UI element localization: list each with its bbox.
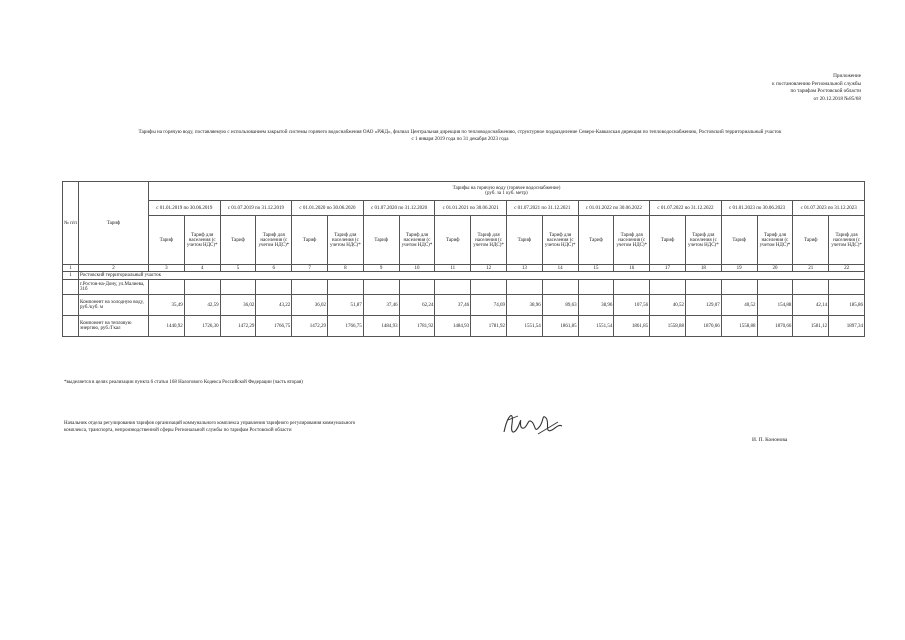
period-header: с 01.07.2020 по 31.12.2020 — [363, 201, 435, 216]
column-number: 16 — [614, 265, 650, 272]
tariff-value: 36,02 — [220, 295, 256, 316]
sub-population-header: Тариф для населения (с учетом НДС)* — [757, 216, 793, 265]
empty-cell — [149, 280, 185, 295]
signature-image — [498, 404, 568, 449]
column-number: 21 — [793, 265, 829, 272]
population-tariff-value: 154,88 — [757, 295, 793, 316]
location-label: г.Ростов-на-Дону, ул.Малиева, 31б — [79, 280, 149, 295]
column-number: 4 — [184, 265, 220, 272]
empty-cell — [63, 295, 79, 316]
tariff-value: 1440,92 — [149, 316, 185, 337]
column-number: 20 — [757, 265, 793, 272]
tariff-value: 36,02 — [292, 295, 328, 316]
period-header: с 01.07.2021 по 31.12.2021 — [506, 201, 578, 216]
sub-tariff-header: Тариф — [578, 216, 614, 265]
appendix-line: Приложение — [833, 73, 861, 79]
empty-cell — [399, 280, 435, 295]
empty-cell — [578, 280, 614, 295]
tariff-value: 35,49 — [149, 295, 185, 316]
sub-tariff-header: Тариф — [435, 216, 471, 265]
tariff-value: 38,96 — [506, 295, 542, 316]
location-row — [63, 280, 865, 295]
population-tariff-value: 1861,85 — [614, 316, 650, 337]
column-number: 17 — [650, 265, 686, 272]
row-label: Компонент на тепловую энергию, руб./Гкал — [79, 316, 149, 337]
population-tariff-value: 89,63 — [542, 295, 578, 316]
empty-cell — [363, 280, 399, 295]
column-number: 5 — [220, 265, 256, 272]
tariff-value: 1558,88 — [721, 316, 757, 337]
empty-cell — [506, 280, 542, 295]
population-tariff-value: 185,86 — [829, 295, 865, 316]
period-header: с 01.01.2019 по 30.06.2019 — [149, 201, 221, 216]
column-number: 10 — [399, 265, 435, 272]
empty-cell — [542, 280, 578, 295]
sub-tariff-header: Тариф — [721, 216, 757, 265]
column-number-row — [63, 265, 865, 272]
column-number: 19 — [721, 265, 757, 272]
population-tariff-value: 1766,75 — [256, 316, 292, 337]
empty-cell — [721, 280, 757, 295]
tariff-value: 40,52 — [721, 295, 757, 316]
sub-population-header: Тариф для населения (с учетом НДС)* — [685, 216, 721, 265]
period-header: с 01.07.2023 по 31.12.2023 — [793, 201, 865, 216]
empty-cell — [793, 280, 829, 295]
population-tariff-value: 1781,92 — [471, 316, 507, 337]
population-tariff-value: 1897,34 — [829, 316, 865, 337]
population-tariff-value: 1781,92 — [399, 316, 435, 337]
tariff-value: 42,14 — [793, 295, 829, 316]
signer-name: И. П. Кононова — [752, 437, 788, 443]
section-label: Ростовский территориальный участок — [79, 272, 865, 280]
empty-cell — [184, 280, 220, 295]
column-number: 13 — [506, 265, 542, 272]
empty-cell — [650, 280, 686, 295]
population-tariff-value: 107,56 — [614, 295, 650, 316]
population-tariff-value: 1870,66 — [685, 316, 721, 337]
sub-population-header: Тариф для населения (с учетом НДС)* — [614, 216, 650, 265]
appendix-block — [772, 73, 861, 103]
tariff-value: 1472,29 — [292, 316, 328, 337]
table-row — [63, 316, 865, 337]
tariff-value: 1484,93 — [435, 316, 471, 337]
population-tariff-value: 1861,85 — [542, 316, 578, 337]
empty-cell — [63, 316, 79, 337]
population-tariff-value: 74,69 — [471, 295, 507, 316]
tariff-value: 38,96 — [578, 295, 614, 316]
period-header: с 01.01.2023 по 30.06.2023 — [721, 201, 793, 216]
column-number: 6 — [256, 265, 292, 272]
appendix-line: от 20.12.2018 №85/68 — [813, 95, 861, 102]
col-number-header: № п/п — [63, 182, 79, 265]
population-tariff-value: 1726,30 — [184, 316, 220, 337]
empty-cell — [614, 280, 650, 295]
empty-cell — [63, 280, 79, 295]
empty-cell — [829, 280, 865, 295]
empty-cell — [435, 280, 471, 295]
empty-cell — [757, 280, 793, 295]
sub-tariff-header: Тариф — [292, 216, 328, 265]
group-header — [149, 182, 865, 201]
population-tariff-value: 42,59 — [184, 295, 220, 316]
column-number: 15 — [578, 265, 614, 272]
tariff-table — [62, 181, 865, 337]
signer-position: Начальник отдела регулирования тарифов организаций коммунального комплекса управления тарифного регулирования коммунального комплекса, транспорта, непроизводственной сферы Региональной службы по тарифам Ростовской области — [64, 421, 356, 434]
column-number: 9 — [363, 265, 399, 272]
sub-population-header: Тариф для населения (с учетом НДС)* — [542, 216, 578, 265]
empty-cell — [685, 280, 721, 295]
title-line-1: Тарифы на горячую воду, поставляемую с использованием закрытой системы горячего водоснабжения ОАО «РЖД», филиал Центральная дирекция по тепловодоснабжению, структурное подразделение Северо-Кавказская дирекция по тепловодоснабжению, Ростовский территориальный участок — [138, 129, 782, 135]
column-number: 2 — [79, 265, 149, 272]
tariff-value: 1484,93 — [363, 316, 399, 337]
population-tariff-value: 1870,66 — [757, 316, 793, 337]
sub-population-header: Тариф для населения (с учетом НДС)* — [256, 216, 292, 265]
population-tariff-value: 43,22 — [256, 295, 292, 316]
group-header-title: Тарифы на горячую воду (горячее водоснабжение) — [452, 186, 561, 191]
column-number: 14 — [542, 265, 578, 272]
sub-tariff-header: Тариф — [650, 216, 686, 265]
footnote: *выделяется в целях реализации пункта 6 статьи 168 Налогового Кодекса Российской Федерации (часть вторая) — [64, 380, 303, 385]
empty-cell — [471, 280, 507, 295]
tariff-value: 1551,54 — [506, 316, 542, 337]
column-number: 7 — [292, 265, 328, 272]
sub-population-header: Тариф для населения (с учетом НДС)* — [471, 216, 507, 265]
section-row — [63, 272, 865, 280]
period-header: с 01.01.2020 по 30.06.2020 — [292, 201, 364, 216]
sub-tariff-header: Тариф — [149, 216, 185, 265]
empty-cell — [327, 280, 363, 295]
tariff-value: 1551,54 — [578, 316, 614, 337]
sub-population-header: Тариф для населения (с учетом НДС)* — [829, 216, 865, 265]
empty-cell — [256, 280, 292, 295]
column-number: 18 — [685, 265, 721, 272]
title-line-2: с 1 января 2019 года по 31 декабря 2023 года — [411, 136, 509, 143]
table-row — [63, 295, 865, 316]
column-number: 3 — [149, 265, 185, 272]
tariff-value: 37,46 — [435, 295, 471, 316]
period-row — [63, 201, 865, 216]
column-number: 1 — [63, 265, 79, 272]
period-header: с 01.07.2019 по 31.12.2019 — [220, 201, 292, 216]
tariff-value: 37,46 — [363, 295, 399, 316]
sub-population-header: Тариф для населения (с учетом НДС)* — [399, 216, 435, 265]
tariff-value: 40,52 — [650, 295, 686, 316]
population-tariff-value: 51,87 — [327, 295, 363, 316]
population-tariff-value: 62,24 — [399, 295, 435, 316]
tariff-value: 1581,12 — [793, 316, 829, 337]
column-number: 11 — [435, 265, 471, 272]
header-row — [63, 182, 865, 201]
column-number: 12 — [471, 265, 507, 272]
group-header-unit: (руб. за 1 куб. метр) — [485, 191, 528, 196]
sub-population-header: Тариф для населения (с учетом НДС)* — [184, 216, 220, 265]
sub-population-header: Тариф для населения (с учетом НДС)* — [327, 216, 363, 265]
document-title — [55, 129, 865, 144]
section-number: 1 — [63, 272, 79, 280]
col-tariff-header: Тариф — [79, 182, 149, 265]
row-label: Компонент на холодную воду, руб./куб. м — [79, 295, 149, 316]
population-tariff-value: 129,07 — [685, 295, 721, 316]
subheader-row — [63, 216, 865, 265]
column-number: 22 — [829, 265, 865, 272]
period-header: с 01.07.2022 по 31.12.2022 — [650, 201, 722, 216]
empty-cell — [220, 280, 256, 295]
sub-tariff-header: Тариф — [793, 216, 829, 265]
tariff-value: 1558,88 — [650, 316, 686, 337]
period-header: с 01.01.2022 по 30.06.2022 — [578, 201, 650, 216]
column-number: 8 — [327, 265, 363, 272]
tariff-value: 1472,29 — [220, 316, 256, 337]
sub-tariff-header: Тариф — [220, 216, 256, 265]
appendix-line: по тарифам Ростовской области — [790, 88, 861, 95]
sub-tariff-header: Тариф — [506, 216, 542, 265]
sub-tariff-header: Тариф — [363, 216, 399, 265]
appendix-line: к постановлению Региональной службы — [772, 80, 861, 87]
empty-cell — [292, 280, 328, 295]
population-tariff-value: 1766,75 — [327, 316, 363, 337]
period-header: с 01.01.2021 по 30.06.2021 — [435, 201, 507, 216]
